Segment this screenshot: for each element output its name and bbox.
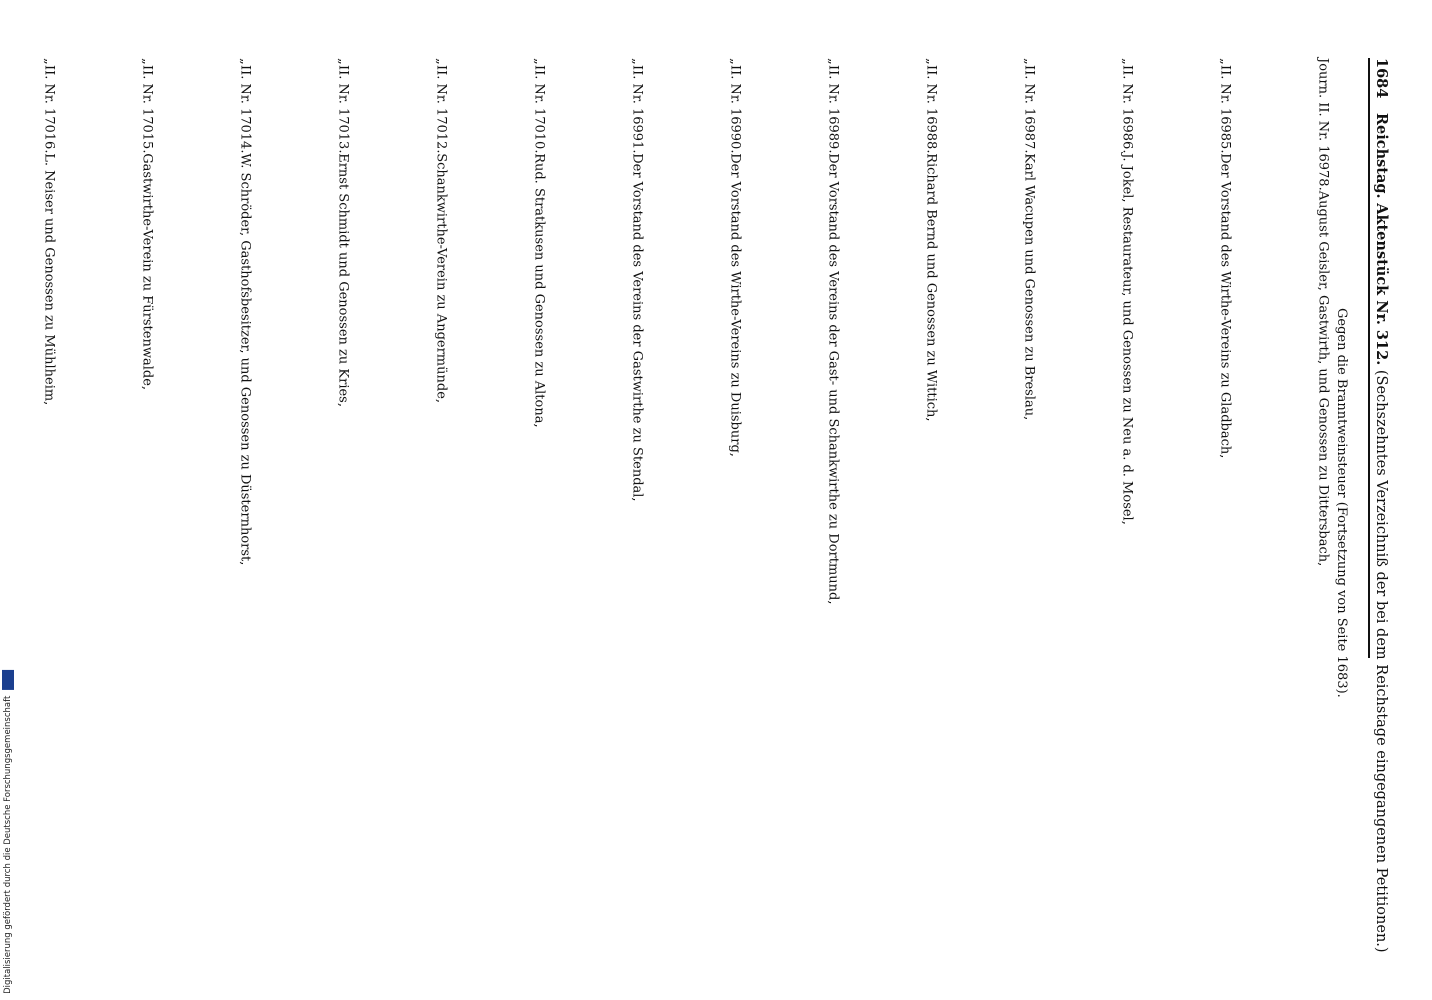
ditto-mark: „ <box>433 58 449 65</box>
petition-text: Richard Bernd und Genossen zu Wittich, <box>923 153 939 422</box>
journal-number: II. Nr. 17012. <box>433 64 449 154</box>
journal-number: II. Nr. 16987. <box>1021 64 1037 154</box>
ditto-mark: „ <box>531 58 547 65</box>
footer-credit <box>2 670 14 994</box>
petition-entry <box>450 58 548 658</box>
ditto-mark: „ <box>139 58 155 65</box>
journal-number: II. Nr. 16986. <box>1119 64 1135 154</box>
journal-number: Journ. II. Nr. 16978. <box>1315 58 1331 191</box>
petition-entry <box>58 58 156 658</box>
journal-number: II. Nr. 16990. <box>727 64 743 154</box>
header-reichstag: Reichstag. <box>1373 112 1390 199</box>
dfg-logo <box>2 670 14 690</box>
header-aktenstueck: Aktenstück Nr. 312. <box>1373 203 1390 366</box>
petition-entry <box>646 58 744 658</box>
section-intro: Gegen die Branntweinsteuer (Fortsetzung von Seite 1683). <box>1334 308 1349 698</box>
page-header <box>1370 58 1392 953</box>
petition-text: Der Vorstand des Vereins der Gast- und Schankwirthe zu Dortmund, <box>825 153 841 605</box>
ditto-mark: „ <box>1119 58 1135 65</box>
ditto-mark: „ <box>41 58 57 65</box>
petition-entry <box>1234 58 1332 658</box>
ditto-mark: „ <box>237 58 253 65</box>
petition-entry <box>352 58 450 658</box>
footer-credit-text: Digitalisierung gefördert durch die Deutsche Forschungsgemeinschaft <box>3 695 13 994</box>
petition-list <box>0 58 1332 658</box>
petition-text: Der Vorstand des Wirthe-Vereins zu Duisburg, <box>727 153 743 457</box>
ditto-mark: „ <box>727 58 743 65</box>
petition-text: Schankwirthe-Verein zu Angermünde, <box>433 153 449 404</box>
journal-number: II. Nr. 16989. <box>825 64 841 154</box>
petition-entry <box>1038 58 1136 658</box>
journal-number: II. Nr. 16988. <box>923 64 939 154</box>
petition-text: Rud. Stratkusen und Genossen zu Altona, <box>531 153 547 428</box>
ditto-mark: „ <box>825 58 841 65</box>
journal-number: II. Nr. 17016. <box>41 64 57 154</box>
page-number: 1684 <box>1373 58 1390 99</box>
petition-entry <box>940 58 1038 658</box>
journal-number: II. Nr. 16985. <box>1217 64 1233 154</box>
document-page <box>41 58 1392 953</box>
petition-entry <box>842 58 940 658</box>
petition-text: Der Vorstand des Vereins der Gastwirthe zu Stendal, <box>629 153 645 502</box>
petition-entry <box>548 58 646 658</box>
petition-entry <box>1136 58 1234 658</box>
petition-text: August Geisler, Gastwirth, und Genossen zu Dittersbach, <box>1315 190 1331 567</box>
ditto-mark: „ <box>629 58 645 65</box>
petition-text: Gastwirthe-Verein zu Fürstenwalde, <box>139 153 155 391</box>
petition-entry <box>744 58 842 658</box>
petition-text: Ernst Schmidt und Genossen zu Kries, <box>335 153 351 407</box>
journal-number: II. Nr. 17013. <box>335 64 351 154</box>
ditto-mark: „ <box>923 58 939 65</box>
petition-text: Der Vorstand des Wirthe-Vereins zu Gladbach, <box>1217 153 1233 459</box>
ditto-mark: „ <box>1217 58 1233 65</box>
journal-number: II. Nr. 17015. <box>139 64 155 154</box>
petition-entry <box>156 58 254 658</box>
petition-entry <box>254 58 352 658</box>
ditto-mark: „ <box>335 58 351 65</box>
petition-entry <box>0 58 58 658</box>
journal-number: II. Nr. 17014. <box>237 64 253 154</box>
petition-text: Karl Wacupen und Genossen zu Breslau, <box>1021 153 1037 421</box>
journal-number: II. Nr. 17010. <box>531 64 547 154</box>
petition-text: W. Schröder, Gasthofsbesitzer, und Genossen zu Düsternhorst, <box>237 153 253 566</box>
journal-number: II. Nr. 16991. <box>629 64 645 154</box>
header-title: (Sechszehntes Verzeichniß der bei dem Reichstage eingegangenen Petitionen.) <box>1373 369 1389 953</box>
petition-text: J. Jokel, Restaurateur, und Genossen zu Neu a. d. Mosel, <box>1119 153 1135 525</box>
ditto-mark: „ <box>1021 58 1037 65</box>
petition-text: L. Neiser und Genossen zu Mühlheim, <box>41 153 57 406</box>
